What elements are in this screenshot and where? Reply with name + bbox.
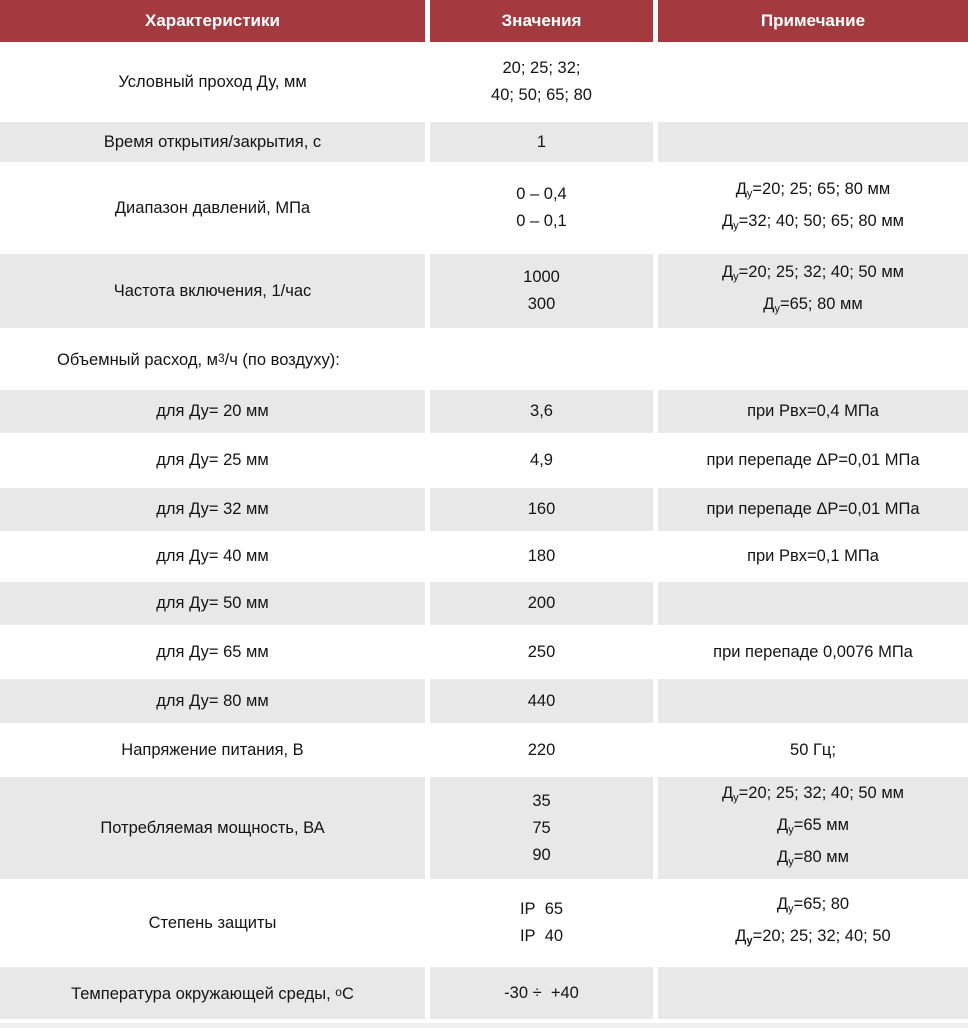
text-line: 250 <box>527 642 556 661</box>
subscript: у <box>733 792 739 804</box>
text-line <box>777 844 849 876</box>
value-cell <box>430 122 653 162</box>
text-line: 90 <box>532 845 551 864</box>
subscript: у <box>788 824 794 836</box>
text-line: 1000 <box>523 268 560 286</box>
note-cell <box>658 166 968 250</box>
value-cell <box>430 437 653 484</box>
note-cell <box>658 582 968 625</box>
subscript: у <box>788 856 794 868</box>
note-cell <box>658 46 968 118</box>
text-segment: Д <box>776 895 789 913</box>
characteristic-cell <box>0 535 425 578</box>
superscript: 3 <box>217 350 225 365</box>
subscript: у <box>733 271 739 283</box>
note-cell <box>658 437 968 484</box>
text-line: 75 <box>532 818 551 837</box>
table-row <box>0 437 968 484</box>
table-row <box>0 390 968 433</box>
text-line: для Ду= 25 мм <box>156 451 269 469</box>
table-row <box>0 727 968 773</box>
characteristic-cell <box>0 629 425 675</box>
text-line: Частота включения, 1/час <box>113 281 312 300</box>
table-row <box>0 122 968 162</box>
text-line <box>57 345 340 374</box>
subscript: у <box>746 188 753 200</box>
text-line: для Ду= 20 мм <box>156 402 269 420</box>
text-segment: С <box>341 984 354 1003</box>
text-line: 3,6 <box>530 402 553 420</box>
text-segment: Объемный расход, м <box>57 350 218 369</box>
value-cell <box>430 488 653 531</box>
value-cell <box>430 679 653 723</box>
text-line: при Рвх=0,1 МПа <box>747 547 879 565</box>
value-cell <box>430 582 653 625</box>
value-cell <box>430 777 653 879</box>
text-line <box>71 979 354 1008</box>
note-cell <box>658 679 968 723</box>
text-segment: =65 мм <box>793 816 849 834</box>
subscript: у <box>788 903 794 915</box>
subscript: у <box>746 935 753 947</box>
section-row <box>0 332 968 386</box>
note-cell <box>658 390 968 433</box>
characteristic-cell <box>0 967 425 1019</box>
note-cell <box>658 777 968 879</box>
characteristic-cell <box>0 437 425 484</box>
text-line: для Ду= 65 мм <box>156 642 269 661</box>
text-segment: =20; 25; 32; 40; 50 мм <box>738 263 905 281</box>
text-line: 0 – 0,4 <box>516 185 567 203</box>
text-line <box>735 923 890 955</box>
header-cell-notes: Примечание <box>658 0 968 42</box>
value-cell <box>430 46 653 118</box>
text-line <box>722 780 904 812</box>
text-line: Напряжение питания, В <box>121 740 304 759</box>
note-cell <box>658 254 968 328</box>
value-cell <box>430 883 653 963</box>
text-segment: Температура окружающей среды, <box>71 984 336 1003</box>
text-segment: Д <box>721 212 734 230</box>
table-row <box>0 777 968 879</box>
note-cell <box>658 883 968 963</box>
table-row <box>0 254 968 328</box>
text-line: 0 – 0,1 <box>516 212 567 230</box>
table-row <box>0 629 968 675</box>
text-segment: =32; 40; 50; 65; 80 мм <box>738 212 905 230</box>
text-segment: Д <box>721 263 734 281</box>
table-body <box>0 46 968 1019</box>
text-line: Условный проход Ду, мм <box>118 72 307 91</box>
text-line: 440 <box>527 691 556 710</box>
text-line: 50 Гц; <box>790 740 836 759</box>
table-header-row <box>0 0 968 42</box>
text-segment: Д <box>735 180 747 198</box>
text-line: при перепаде ΔР=0,01 МПа <box>706 500 920 518</box>
text-line: при перепаде 0,0076 МПа <box>713 642 913 661</box>
characteristic-cell <box>0 679 425 723</box>
table-row <box>0 488 968 531</box>
text-line: IP 65 <box>519 900 564 918</box>
text-line: при Рвх=0,4 МПа <box>747 402 879 420</box>
text-line <box>722 259 904 291</box>
table-row <box>0 679 968 723</box>
text-line: Диапазон давлений, МПа <box>114 198 311 217</box>
characteristic-cell <box>0 582 425 625</box>
characteristic-cell <box>0 777 425 879</box>
text-segment: =20; 25; 32; 40; 50 мм <box>738 784 905 802</box>
text-segment: Д <box>721 784 734 802</box>
characteristic-cell <box>0 390 425 433</box>
text-line: 160 <box>527 500 556 518</box>
table-row <box>0 535 968 578</box>
text-line <box>777 812 849 844</box>
text-segment: =65; 80 <box>793 895 850 913</box>
subscript: у <box>733 220 739 232</box>
text-segment: =20; 25; 65; 80 мм <box>752 180 891 198</box>
characteristic-cell <box>0 122 425 162</box>
text-segment: =20; 25; 32; 40; 50 <box>752 927 891 945</box>
text-line <box>736 176 891 208</box>
text-segment: Д <box>763 295 775 313</box>
text-line: IP 40 <box>519 927 564 945</box>
text-line: 200 <box>527 594 556 612</box>
value-cell <box>430 967 653 1019</box>
text-segment: =65; 80 мм <box>779 295 863 313</box>
text-line: -30 ÷ +40 <box>504 983 579 1002</box>
characteristic-cell <box>0 166 425 250</box>
table-row <box>0 46 968 118</box>
note-cell <box>658 488 968 531</box>
header-cell-characteristics: Характеристики <box>0 0 425 42</box>
value-cell <box>430 254 653 328</box>
characteristic-cell <box>0 254 425 328</box>
note-cell <box>658 727 968 773</box>
value-cell <box>430 166 653 250</box>
characteristic-cell <box>0 488 425 531</box>
text-line: для Ду= 80 мм <box>156 691 269 710</box>
note-cell <box>658 122 968 162</box>
value-cell <box>430 727 653 773</box>
text-line: 40; 50; 65; 80 <box>491 86 592 104</box>
text-segment: =80 мм <box>793 848 849 866</box>
table-row <box>0 166 968 250</box>
table-row <box>0 967 968 1019</box>
subscript: у <box>774 303 780 315</box>
header-cell-values: Значения <box>430 0 653 42</box>
characteristic-cell <box>0 883 425 963</box>
table-row <box>0 883 968 963</box>
text-line: для Ду= 32 мм <box>156 500 269 518</box>
text-line <box>763 291 862 323</box>
text-segment: Д <box>777 816 789 834</box>
text-line: Потребляемая мощность, ВА <box>100 818 325 837</box>
value-cell <box>430 390 653 433</box>
table-row <box>0 582 968 625</box>
text-line: Время открытия/закрытия, с <box>103 132 322 151</box>
text-line: 300 <box>527 295 556 313</box>
text-line: 1 <box>536 132 547 151</box>
text-segment: /ч (по воздуху): <box>224 350 340 369</box>
text-line: 220 <box>527 740 556 759</box>
text-segment: Д <box>777 848 789 866</box>
text-line <box>722 208 904 240</box>
text-line: при перепаде ΔР=0,01 МПа <box>706 451 920 469</box>
text-line: Степень защиты <box>148 913 277 932</box>
note-cell <box>658 535 968 578</box>
characteristic-cell <box>0 727 425 773</box>
text-segment: Д <box>735 927 747 945</box>
text-line: для Ду= 40 мм <box>156 547 269 565</box>
value-cell <box>430 535 653 578</box>
superscript: о <box>335 984 342 999</box>
text-line: 20; 25; 32; <box>502 59 581 77</box>
text-line <box>777 891 849 923</box>
text-line: 4,9 <box>530 451 553 469</box>
text-line: 35 <box>532 791 551 810</box>
characteristic-cell <box>0 46 425 118</box>
note-cell <box>658 967 968 1019</box>
note-cell <box>658 629 968 675</box>
section-title-cell <box>0 332 968 386</box>
text-line: для Ду= 50 мм <box>156 594 269 612</box>
text-line: 180 <box>527 547 556 565</box>
value-cell <box>430 629 653 675</box>
